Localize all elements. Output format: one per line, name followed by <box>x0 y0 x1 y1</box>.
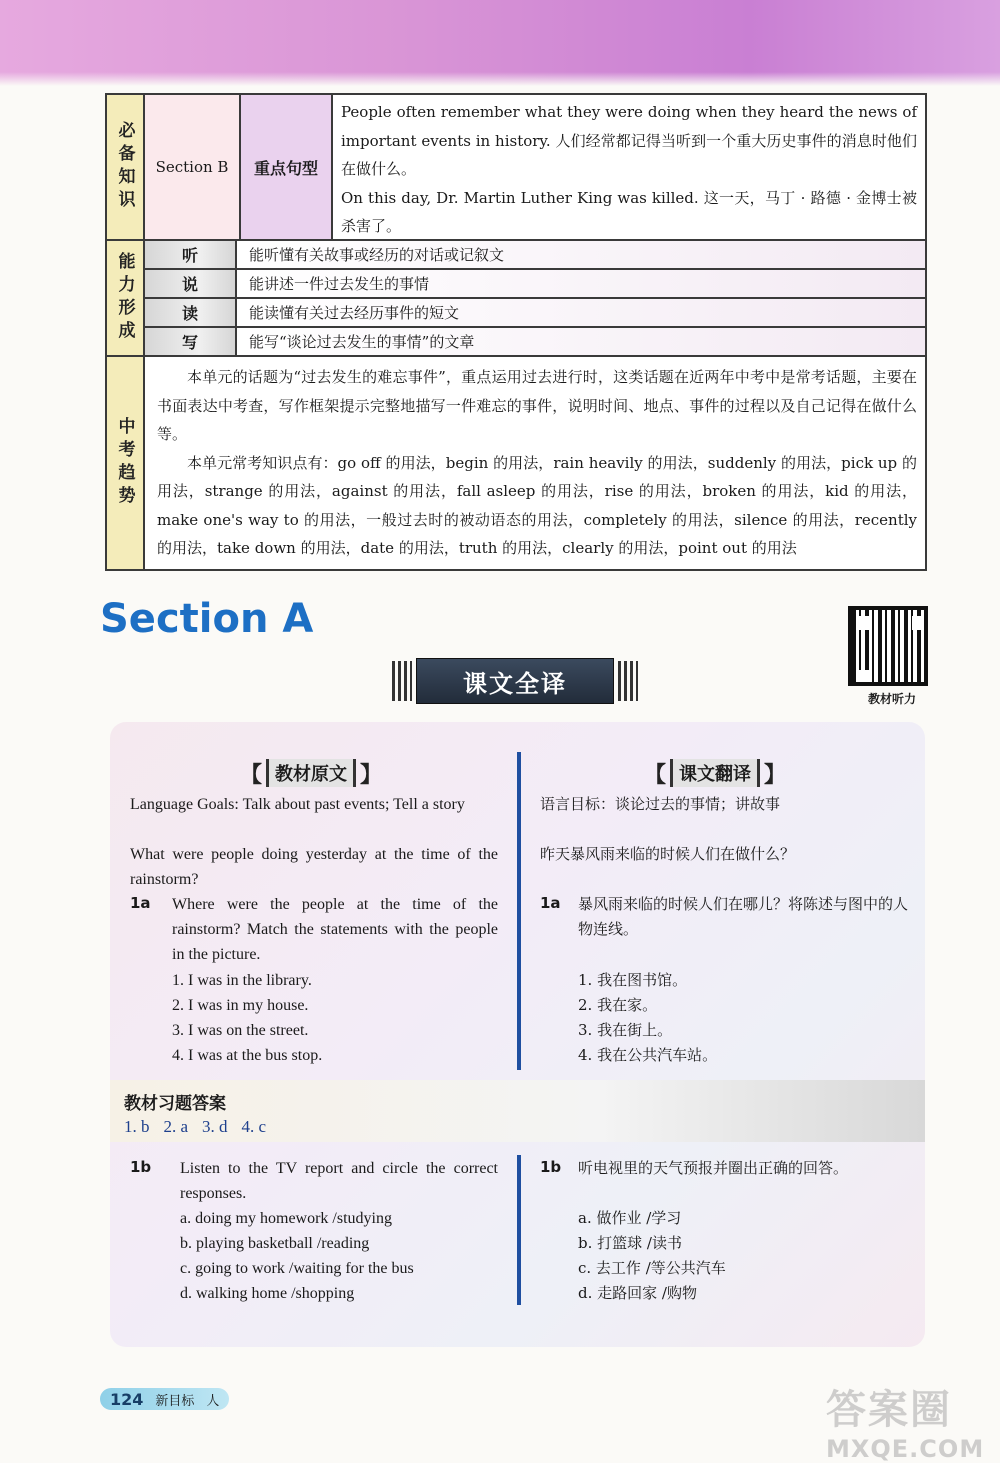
answers-list <box>124 1117 266 1137</box>
ability-item <box>145 270 925 299</box>
ability-row <box>107 241 925 357</box>
ability-desc: 能读懂有关过去经历事件的短文 <box>237 299 925 326</box>
ability-desc: 能写“谈论过去发生的事情”的文章 <box>237 328 925 355</box>
exercise-1a-items-cn <box>578 968 908 1068</box>
ability-item <box>145 328 925 355</box>
knowledge-label: 必备知识 <box>107 95 145 239</box>
qr-code-icon[interactable] <box>848 606 928 686</box>
list-item: 2. 我在家。 <box>578 996 658 1014</box>
column-divider <box>517 1155 521 1305</box>
page-number: 124 <box>110 1389 144 1409</box>
list-item: d. walking home /shopping <box>180 1285 355 1302</box>
trend-paragraph-2: 本单元常考知识点有：go off 的用法，begin 的用法，rain heavily 的用法，suddenly 的用法，pick up 的用法，strange 的用法，against 的用法，fall asleep 的用法，rise 的用法，broken 的用法，kid 的用法，make one's way to 的用法，一般过去时的被动语态的用法，completely 的用法，silence 的用法，recently 的用法，take down 的用法，date 的用法，truth 的用法，clearly 的用法，point out 的用法 <box>157 453 917 557</box>
exercise-1b-task-cn: 听电视里的天气预报并圈出正确的回答。 <box>578 1159 849 1177</box>
ability-item <box>145 299 925 328</box>
qr-caption: 教材听力 <box>867 692 916 706</box>
section-b-cell: Section B <box>145 95 241 239</box>
page-footer <box>100 1388 229 1410</box>
series-label: 新目标 <box>155 1393 195 1409</box>
list-item: 2. I was in my house. <box>172 997 309 1014</box>
list-item: b. 打篮球 /读书 <box>578 1234 682 1252</box>
original-text-label: 教材原文 <box>266 759 356 787</box>
list-item: 3. I was on the street. <box>172 1022 309 1039</box>
list-item: a. doing my homework /studying <box>180 1210 392 1227</box>
list-item: 1. I was in the library. <box>172 972 312 989</box>
original-text-heading <box>236 758 386 788</box>
knowledge-row <box>107 95 925 241</box>
ability-desc: 能讲述一件过去发生的事情 <box>237 270 925 297</box>
bracket-right-icon: 】 <box>764 762 787 788</box>
ability-item <box>145 241 925 270</box>
ability-skill: 读 <box>145 299 237 326</box>
answer-item: 2. a <box>163 1117 189 1136</box>
trend-paragraph-1: 本单元的话题为“过去发生的难忘事件”，重点运用过去进行时，这类话题在近两年中考中是常考话题，主要在书面表达中考查，写作框架提示完整地描写一件难忘的事件，说明时间、地点、事件的过程以及自己记得在做什么等。 <box>157 368 917 443</box>
key-sentence-2: On this day, Dr. Martin Luther King was killed. 这一天，马丁 · 路德 · 金博士被杀害了。 <box>341 188 917 235</box>
ability-list <box>145 241 925 355</box>
bracket-left-icon: 【 <box>240 762 263 788</box>
trend-label: 中考趋势 <box>107 357 145 569</box>
exercise-1a-items <box>172 968 498 1068</box>
ability-label: 能力形成 <box>107 241 145 355</box>
top-decorative-band <box>0 0 1000 86</box>
translation-heading <box>640 758 790 788</box>
exercise-number: 1a <box>130 894 151 912</box>
section-banner <box>392 658 638 704</box>
lead-question-cn: 昨天暴风雨来临的时候人们在做什么？ <box>540 845 796 863</box>
unit-summary-table <box>105 93 927 571</box>
list-item: 1. 我在图书馆。 <box>578 971 688 989</box>
exercise-number: 1b <box>130 1158 152 1176</box>
bracket-right-icon: 】 <box>360 762 383 788</box>
exercise-1b-items-cn <box>578 1206 908 1306</box>
exercise-number: 1b <box>540 1158 562 1176</box>
exercise-1a-task-cn: 暴风雨来临的时候人们在哪儿？将陈述与图中的人物连线。 <box>578 895 909 938</box>
key-sentence-1: People often remember what they were doing when they heard the news of important events in history. 人们经常都记得当听到一个重大历史事件的消息时他们在做什么。 <box>341 103 917 178</box>
answer-item: 4. c <box>241 1117 267 1136</box>
bracket-left-icon: 【 <box>644 762 667 788</box>
section-title: Section A <box>100 596 314 642</box>
translation-label: 课文翻译 <box>670 759 760 787</box>
watermark-line-1: 答案圈 <box>826 1387 952 1433</box>
list-item: c. going to work /waiting for the bus <box>180 1260 414 1277</box>
trend-row <box>107 357 925 569</box>
column-divider <box>517 752 521 1070</box>
edition-label: 人 <box>206 1393 220 1409</box>
language-goals-cn: 语言目标：谈论过去的事情；讲故事 <box>540 795 781 813</box>
list-item: 4. 我在公共汽车站。 <box>578 1046 718 1064</box>
list-item: c. 去工作 /等公共汽车 <box>578 1259 726 1277</box>
answers-title: 教材习题答案 <box>124 1094 226 1114</box>
key-sentence-text <box>333 95 925 239</box>
language-goals: Language Goals: Talk about past events; Tell a story <box>130 796 465 813</box>
ability-skill: 说 <box>145 270 237 297</box>
ability-skill: 写 <box>145 328 237 355</box>
lead-question: What were people doing yesterday at the time of the rainstorm? <box>130 846 498 888</box>
watermark-line-2: MXQE.COM <box>826 1435 985 1463</box>
answer-item: 1. b <box>124 1117 150 1136</box>
exercise-1a-task: Where were the people at the time of the rainstorm? Match the statements with the people in the picture. <box>172 896 498 963</box>
ability-skill: 听 <box>145 241 237 268</box>
list-item: 4. I was at the bus stop. <box>172 1047 323 1064</box>
list-item: d. 走路回家 /购物 <box>578 1284 697 1302</box>
trend-text <box>145 357 925 569</box>
banner-title: 课文全译 <box>416 658 614 704</box>
key-sentence-label: 重点句型 <box>241 95 333 239</box>
exercise-1b-task: Listen to the TV report and circle the correct responses. <box>180 1160 498 1202</box>
list-item: a. 做作业 /学习 <box>578 1209 682 1227</box>
exercise-1b-items <box>180 1206 498 1306</box>
list-item: b. playing basketball /reading <box>180 1235 370 1252</box>
ability-desc: 能听懂有关故事或经历的对话或记叙文 <box>237 241 925 268</box>
banner-bars-left <box>392 661 412 701</box>
list-item: 3. 我在街上。 <box>578 1021 673 1039</box>
answer-item: 3. d <box>202 1117 228 1136</box>
exercise-number: 1a <box>540 894 561 912</box>
banner-bars-right <box>618 661 638 701</box>
watermark <box>826 1378 996 1463</box>
